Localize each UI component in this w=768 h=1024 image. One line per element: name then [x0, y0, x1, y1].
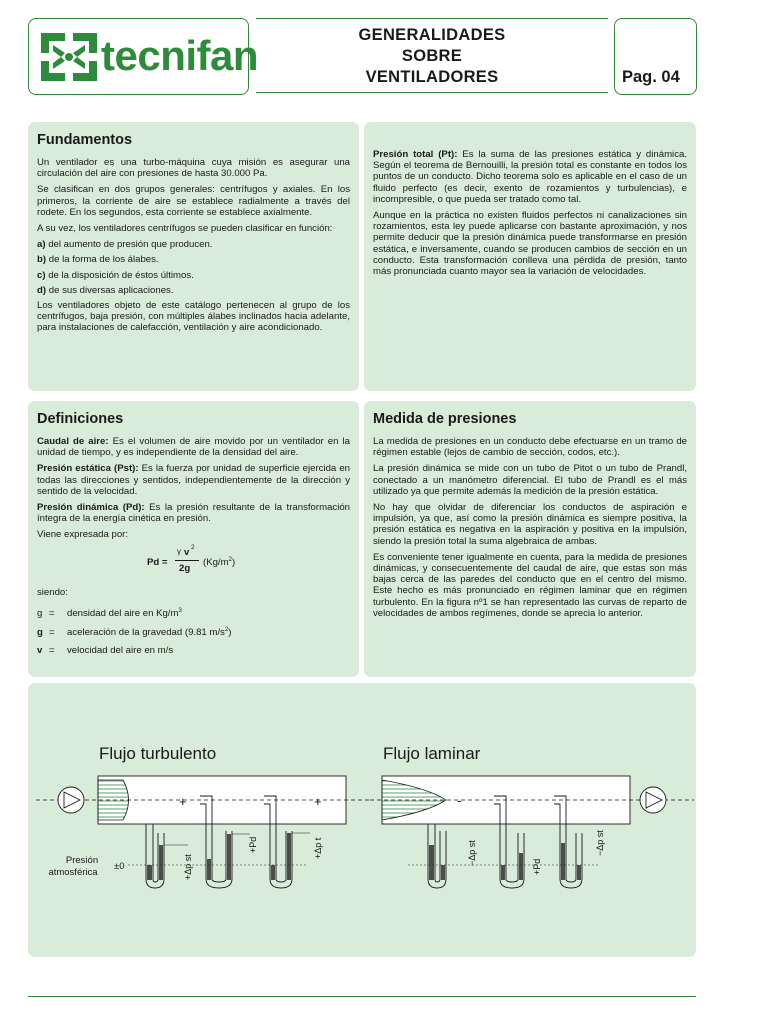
label-t-pst: +Δp st — [183, 854, 193, 880]
label-l-pd: +Pd — [532, 858, 542, 875]
medida-heading: Medida de presiones — [373, 411, 517, 427]
fundamentos-p4: Los ventiladores objeto de este catálogo pertenecen al grupo de los centrífugos, baja presión, con múltiples álabes inclinados hacia adelante, para instalaciones de calefacción, ventilación y aire acondicionado. — [37, 300, 350, 334]
fundamentos-p2: Se clasifican en dos grupos generales: centrífugos y axiales. En los primeros, la corriente de aire se establece radialmente a través del rodete. En los segundos, esta corriente se establece axialmente. — [37, 184, 350, 218]
label-l-pst: −Δp st — [467, 840, 477, 866]
medida-panel — [364, 401, 696, 677]
zero-label: ±0 — [114, 861, 125, 872]
definiciones-heading: Definiciones — [37, 411, 124, 427]
header-bottom-line — [256, 92, 608, 93]
brand-wordmark: tecnifan — [101, 32, 259, 79]
diagram-panel — [28, 683, 696, 957]
medida-p2: La presión dinámica se mide con un tubo de Pitot o un tubo de Prandl, conectado a un manómetro diferencial. El tubo de Prandl es el más utilizado ya que permite además la medición de la presión estática. — [373, 463, 687, 497]
fundamentos-p3: A su vez, los ventiladores centrífugos se pueden clasificar en función: — [37, 223, 333, 235]
turbulent-title: Flujo turbulento — [99, 744, 217, 763]
header-top-line — [256, 18, 608, 19]
variable-list — [37, 606, 350, 656]
laminar-title: Flujo laminar — [383, 744, 481, 763]
fan-icon-right — [640, 787, 666, 813]
pressure-label: Presión — [65, 855, 99, 866]
viene-expresada: Viene expresada por: — [37, 529, 129, 541]
label-l-pt: −Δp st — [595, 830, 605, 856]
medida-p3: No hay que olvidar de diferenciar los conductos de aspiración e impulsión, ya que, así como la presión dinámica es siempre positiva, la presión estática es negativa en la aspiración y positiva en la impulsión, siendo la presión total la suma algebraica de ambas. — [373, 502, 687, 547]
list-item: g = densidad del aire en $Kg/m^3$ — [37, 607, 182, 620]
label-t-pt: +Δp t — [313, 837, 323, 859]
list-item: d) de sus diversas aplicaciones. — [37, 284, 174, 296]
fundamentos-p1: Un ventilador es una turbo-máquina cuya misión es asegurar una circulación del aire con presiones de hasta 30.000 Pa. — [37, 157, 350, 180]
def-presion-dinamica: Presión dinámica (Pd): Es la presión resultante de la transformación íntegra de la energía cinética en presión. — [37, 502, 351, 525]
fundamentos-heading: Fundamentos — [37, 132, 133, 148]
definiciones-panel — [28, 401, 359, 677]
plus-sign: + — [179, 794, 187, 809]
footer-line — [28, 996, 696, 997]
list-item: v = velocidad del aire en m/s — [37, 644, 174, 656]
presion-total-panel — [364, 122, 696, 391]
list-item: g = aceleración de la gravedad (9.81 $m/s^2$) — [37, 627, 232, 639]
presion-total-p2: Aunque en la práctica no existen fluidos perfectos ni canalizaciones sin rozamientos, esta ley puede aplicarse con bastante aproximación, y nos permite deducir que la presión dinámica puede transformarse en presión estática, e inversamente, cuando se producen cambios de sección en un conducto. Esta transformación conlleva una pérdida de presión, tanto más pronunciada cuanto mayor sea la variación de velocidades. — [373, 210, 687, 278]
list-item: a) del aumento de presión que producen. — [37, 239, 213, 251]
medida-p4: Es conveniente tener igualmente en cuenta, para la medida de presiones dinámicas, y consecuentemente del caudal de aire, que estas son más bajas cerca de las paredes del conducto que en el centro del mismo. Este hecho es más pronunciado en régimen laminar que en régimen turbulento. En la figura nº1 se han representado las curvas de reparto de velocidades de ambos regímenes, donde se aprecia lo anterior. — [373, 551, 687, 619]
page-title: GENERALIDADES SOBRE VENTILADORES — [358, 26, 506, 86]
logo-box — [28, 18, 259, 95]
plus-sign: + — [314, 794, 322, 809]
tecnifan-logo-icon — [35, 27, 103, 87]
siendo-label: siendo: — [37, 586, 68, 598]
fundamentos-panel — [28, 122, 359, 391]
medida-p1: La medida de presiones en un conducto debe efectuarse en un tramo de régimen estable (lejos de cambio de sección, codos, etc.). — [373, 436, 687, 459]
pressure-label: atmosférica — [48, 867, 98, 878]
label-t-pd: +Pd — [248, 836, 258, 853]
formula-pd: Pd = γ v 2 2g $(Kg/m^2)$ — [147, 543, 236, 574]
page-number: Pag. 04 — [622, 68, 680, 86]
minus-sign: - — [457, 792, 462, 808]
flow-diagram — [28, 683, 696, 957]
def-presion-estatica: Presión estática (Pst): Es la fuerza por unidad de superficie ejercida en todas las direcciones y sentidos, independientemente de la dirección y sentido de la velocidad. — [37, 463, 350, 497]
fan-icon-left — [58, 787, 84, 813]
def-caudal: Caudal de aire: Es el volumen de aire movido por un ventilador en la unidad de tiempo, y es independiente de la densidad del aire. — [37, 436, 350, 459]
presion-total-p1: Presión total (Pt): Es la suma de las presiones estática y dinámica. Según el teorema de Bernouilli, la presión total es constante en todos los puntos de un conducto. Dicho teorema solo es aplicable en el caso de un fluido perfecto (es decir, exento de rozamientos y turbulencias), e incompresible, o que pueda ser tratado como tal. — [373, 149, 687, 205]
list-item: b) de la forma de los álabes. — [37, 254, 159, 266]
list-item: c) de la disposición de éstos últimos. — [37, 269, 194, 281]
